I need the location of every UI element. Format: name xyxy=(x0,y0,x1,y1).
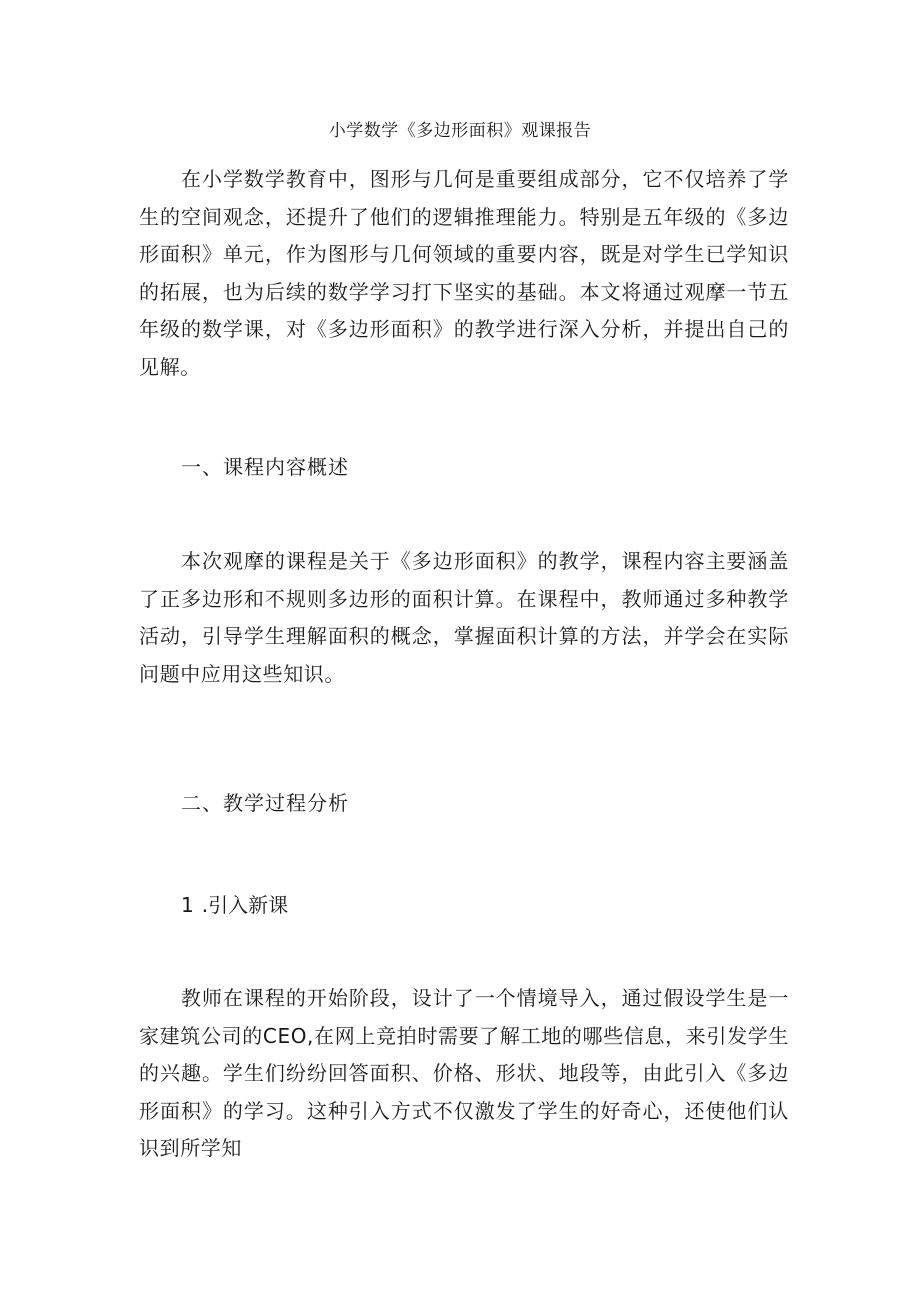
intro-paragraph: 在小学数学教育中，图形与几何是重要组成部分，它不仅培养了学生的空间观念，还提升了他们的逻辑推理能力。特别是五年级的《多边形面积》单元，作为图形与几何领域的重要内容，既是对学生已学知识的拓展，也为后续的数学学习打下坚实的基础。本文将通过观摩一节五年级的数学课，对《多边形面积》的教学进行深入分析，并提出自己的见解。 xyxy=(139,167,789,379)
document-title: 小学数学《多边形面积》观课报告 xyxy=(328,121,592,141)
subsection-heading-introduction xyxy=(181,887,288,924)
subsection-title: .引入新课 xyxy=(201,893,289,917)
course-overview-paragraph: 本次观摩的课程是关于《多边形面积》的教学，课程内容主要涵盖了正多边形和不规则多边形的面积计算。在课程中，教师通过多种教学活动，引导学生理解面积的概念，掌握面积计算的方法，并学会在实际问题中应用这些知识。 xyxy=(139,549,789,686)
section-heading-course-overview: 一、课程内容概述 xyxy=(181,455,349,479)
section-heading-teaching-process: 二、教学过程分析 xyxy=(181,791,349,815)
introduction-paragraph: 教师在课程的开始阶段，设计了一个情境导入，通过假设学生是一家建筑公司的CEO,在网上竞拍时需要了解工地的哪些信息，来引发学生的兴趣。学生们纷纷回答面积、价格、形状、地段等，由此引入《多边形面积》的学习。这种引入方式不仅激发了学生的好奇心，还使他们认识到所学知 xyxy=(139,986,789,1160)
subsection-number: 1 xyxy=(181,893,194,917)
